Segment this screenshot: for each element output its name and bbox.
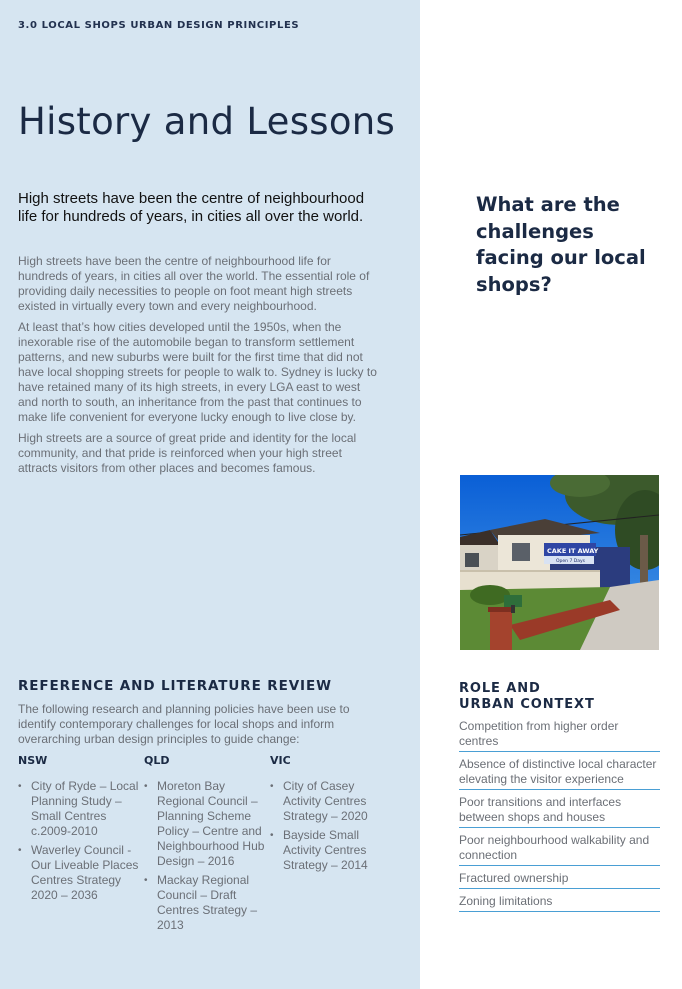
shop-sign-text: CAKE IT AWAY (547, 547, 599, 555)
body-paragraph-1: High streets have been the centre of neighbourhood life for hundreds of years, in cities all over the world. The essential role of providing daily necessities to people on foot meant high streets existed in virtually every town and every neighbourhood. (18, 254, 370, 313)
body-text (18, 254, 380, 482)
role-heading-line-2: URBAN CONTEXT (459, 697, 595, 712)
section-header: 3.0 LOCAL SHOPS URBAN DESIGN PRINCIPLES (18, 20, 300, 31)
column-heading: NSW (18, 754, 48, 767)
list-item: Fractured ownership (459, 871, 660, 889)
list-item: Absence of distinctive local character elevating the visitor experience (459, 757, 660, 790)
list-item: • Bayside Small Activity Centres Strategy – 2014 (270, 828, 395, 873)
list-item: Competition from higher order centres (459, 719, 660, 752)
body-paragraph-2: At least that’s how cities developed until the 1950s, when the inexorable rise of the automobile began to transform settlement patterns, and new suburbs were built for the first time that did not have local shopping streets for people to walk to. Sydney is lucky to have retained many of its high streets, in every LGA east to west and north to south, an inheritance from the past that continues to make life convenient for everyone lucky enough to live close by. (18, 320, 377, 424)
reference-intro: The following research and planning policies have been use to identify contemporary challenges for local shops and inform overarching urban design principles to guide change: (18, 702, 350, 746)
list-item: • Mackay Regional Council – Draft Centres Strategy – 2013 (144, 873, 269, 933)
role-context-list (459, 719, 660, 917)
reference-heading: REFERENCE AND LITERATURE REVIEW (18, 678, 332, 694)
shopfront-photo (460, 475, 659, 650)
column-heading: QLD (144, 754, 170, 767)
lead-paragraph: High streets have been the centre of neighbourhood life for hundreds of years, in cities all over the world. (18, 190, 365, 225)
challenges-question: What are the challenges facing our local shops? (476, 193, 646, 296)
column-heading: VIC (270, 754, 291, 767)
list-item: Poor neighbourhood walkability and connection (459, 833, 660, 866)
list-item: Zoning limitations (459, 894, 660, 912)
role-context-heading (459, 681, 595, 713)
page-title: History and Lessons (18, 100, 396, 143)
reference-column-nsw (18, 754, 143, 907)
reference-column-vic (270, 754, 395, 877)
list-item: • Moreton Bay Regional Council – Planning Scheme Policy – Centre and Neighbourhood Hub Design – 2016 (144, 779, 269, 869)
list-item: • City of Casey Activity Centres Strategy – 2020 (270, 779, 395, 824)
role-heading-line-1: ROLE AND (459, 681, 541, 696)
list-item: • City of Ryde – Local Planning Study – Small Centres c.2009-2010 (18, 779, 143, 839)
list-item: Poor transitions and interfaces between shops and houses (459, 795, 660, 828)
list-item: • Waverley Council - Our Liveable Places Centres Strategy 2020 – 2036 (18, 843, 143, 903)
shop-subsign-text: Open 7 Days (556, 559, 585, 564)
reference-column-qld (144, 754, 269, 937)
body-paragraph-3: High streets are a source of great pride and identity for the local community, and that pride is reinforced when your high street attracts visitors from other places and becomes famous. (18, 431, 357, 475)
